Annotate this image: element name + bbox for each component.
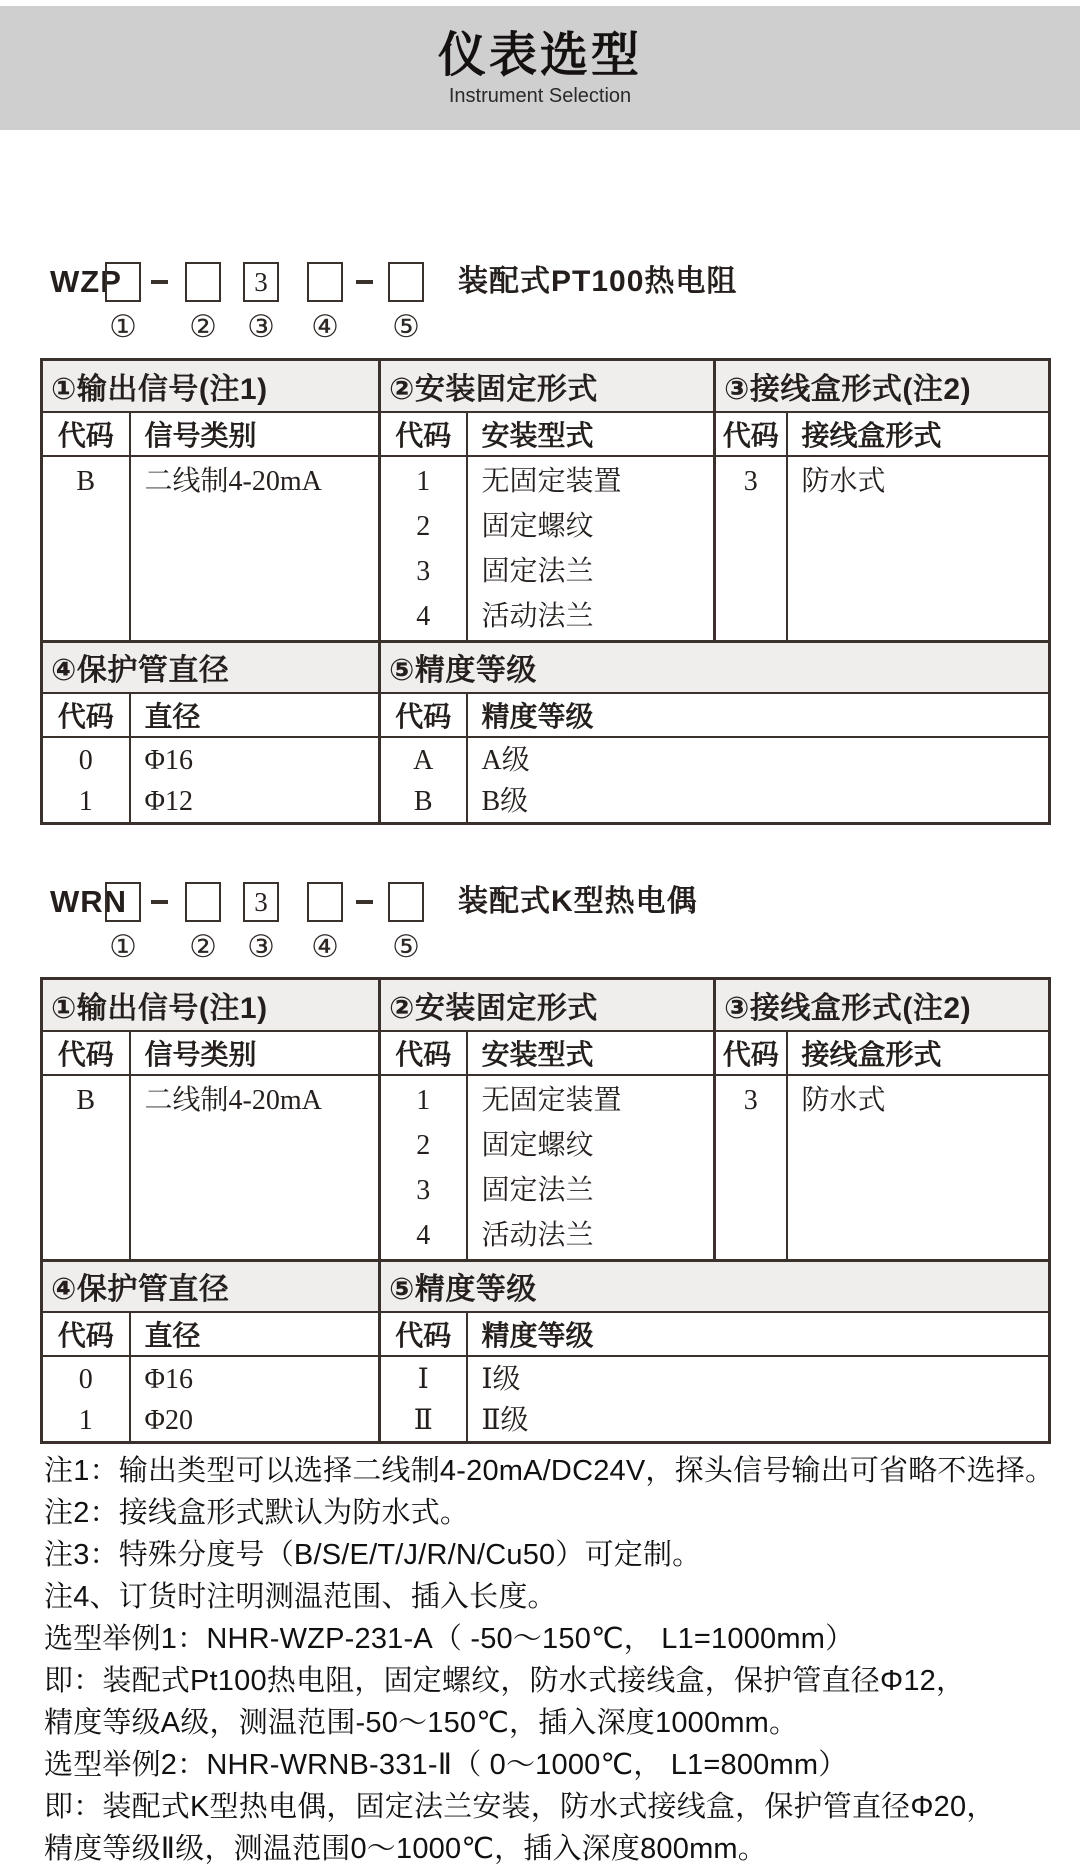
- code-cell: 0 1: [42, 737, 130, 824]
- code-header: 代码: [380, 412, 467, 456]
- code-header: 代码: [715, 412, 787, 456]
- value-cell: 防水式: [787, 456, 1050, 640]
- note-line-9: 即：装配式K型热电偶，固定法兰安装，防水式接线盒，保护管直径Φ20，: [44, 1791, 996, 1823]
- position-marker-5: ⑤: [392, 929, 420, 964]
- code-header: 代码: [42, 1031, 130, 1075]
- code-header: 代码: [380, 1031, 467, 1075]
- section-header-accuracy: ⑤精度等级: [380, 641, 1050, 693]
- code-header: 代码: [380, 1312, 467, 1356]
- code-header: 代码: [380, 693, 467, 737]
- code-box-3: 3: [243, 882, 279, 922]
- value-header: 直径: [130, 693, 380, 737]
- note-line-3: 注3：特殊分度号（B/S/E/T/J/R/N/Cu50）可定制。: [44, 1539, 702, 1571]
- dash-separator: [356, 900, 373, 904]
- position-marker-3: ③: [247, 309, 275, 344]
- value-header: 接线盒形式: [787, 1031, 1050, 1075]
- dash-separator: [356, 280, 373, 284]
- code-cell: B: [42, 1075, 130, 1259]
- value-cell: 二线制4-20mA: [130, 1075, 380, 1259]
- model-description: 装配式K型热电偶: [458, 885, 698, 918]
- value-header: 安装型式: [467, 412, 715, 456]
- value-cell: 无固定装置 固定螺纹 固定法兰 活动法兰: [467, 1075, 715, 1259]
- value-cell: Ⅰ级 Ⅱ级: [467, 1356, 1050, 1443]
- section-header-output-signal: ①输出信号(注1): [42, 360, 380, 412]
- position-marker-1: ①: [109, 309, 137, 344]
- code-cell: A B: [380, 737, 467, 824]
- code-header: 代码: [715, 1031, 787, 1075]
- position-marker-5: ⑤: [392, 309, 420, 344]
- value-header: 接线盒形式: [787, 412, 1050, 456]
- note-line-2: 注2：接线盒形式默认为防水式。: [44, 1497, 470, 1529]
- position-marker-2: ②: [189, 309, 217, 344]
- section-header-mounting: ②安装固定形式: [380, 979, 715, 1031]
- position-marker-1: ①: [109, 929, 137, 964]
- value-header: 精度等级: [467, 693, 1050, 737]
- value-cell: Φ16 Φ12: [130, 737, 380, 824]
- code-box-2: [185, 882, 221, 922]
- value-header: 信号类别: [130, 412, 380, 456]
- code-cell: 3: [715, 1075, 787, 1259]
- value-header: 精度等级: [467, 1312, 1050, 1356]
- code-cell: Ⅰ Ⅱ: [380, 1356, 467, 1443]
- note-line-1: 注1：输出类型可以选择二线制4-20mA/DC24V，探头信号输出可省略不选择。: [44, 1455, 1055, 1487]
- section-header-output-signal: ①输出信号(注1): [42, 979, 380, 1031]
- section-header-accuracy: ⑤精度等级: [380, 1260, 1050, 1312]
- code-header: 代码: [42, 412, 130, 456]
- value-cell: Φ16 Φ20: [130, 1356, 380, 1443]
- value-cell: 防水式: [787, 1075, 1050, 1259]
- code-cell: 1 2 3 4: [380, 1075, 467, 1259]
- code-header: 代码: [42, 693, 130, 737]
- note-line-5: 选型举例1：NHR-WZP-231-A（ -50～150℃， L1=1000mm）: [44, 1623, 855, 1655]
- position-marker-3: ③: [247, 929, 275, 964]
- value-cell: A级 B级: [467, 737, 1050, 824]
- section-header-mounting: ②安装固定形式: [380, 360, 715, 412]
- code-box-5: [388, 262, 424, 302]
- dash-separator: [151, 280, 168, 284]
- page-subtitle: Instrument Selection: [448, 85, 632, 108]
- value-cell: 无固定装置 固定螺纹 固定法兰 活动法兰: [467, 456, 715, 640]
- model-prefix: WZP: [50, 264, 122, 299]
- section-header-junction-box: ③接线盒形式(注2): [715, 979, 1050, 1031]
- code-box-1: [105, 882, 141, 922]
- model-code-line-wzp: [50, 250, 1050, 352]
- code-header: 代码: [42, 1312, 130, 1356]
- position-marker-4: ④: [311, 309, 339, 344]
- position-marker-2: ②: [189, 929, 217, 964]
- notes-block: [44, 1450, 1060, 1870]
- model-code-line-wrn: [50, 870, 1050, 972]
- selection-table-wzp: [40, 358, 1051, 825]
- selection-table-wrn: [40, 977, 1051, 1444]
- code-box-1: [105, 262, 141, 302]
- model-description: 装配式PT100热电阻: [458, 265, 738, 298]
- code-cell: 3: [715, 456, 787, 640]
- code-box-3: 3: [243, 262, 279, 302]
- code-box-4: [307, 262, 343, 302]
- code-box-5: [388, 882, 424, 922]
- code-cell: 0 1: [42, 1356, 130, 1443]
- note-line-7: 精度等级A级，测温范围-50～150℃，插入深度1000mm。: [44, 1707, 799, 1739]
- note-line-4: 注4、订货时注明测温范围、插入长度。: [44, 1581, 557, 1613]
- value-header: 直径: [130, 1312, 380, 1356]
- code-cell: B: [42, 456, 130, 640]
- model-prefix: WRN: [50, 884, 128, 919]
- value-header: 安装型式: [467, 1031, 715, 1075]
- dash-separator: [151, 900, 168, 904]
- section-header-tube-diameter: ④保护管直径: [42, 641, 380, 693]
- note-line-6: 即：装配式Pt100热电阻，固定螺纹，防水式接线盒，保护管直径Φ12，: [44, 1665, 966, 1697]
- value-header: 信号类别: [130, 1031, 380, 1075]
- section-header-junction-box: ③接线盒形式(注2): [715, 360, 1050, 412]
- note-line-8: 选型举例2：NHR-WRNB-331-Ⅱ（ 0～1000℃， L1=800mm）: [44, 1749, 848, 1781]
- note-line-10: 精度等级Ⅱ级，测温范围0～1000℃，插入深度800mm。: [44, 1833, 767, 1865]
- section-header-tube-diameter: ④保护管直径: [42, 1260, 380, 1312]
- code-box-4: [307, 882, 343, 922]
- code-box-2: [185, 262, 221, 302]
- page-title: 仪表选型: [437, 28, 642, 82]
- page-header: [0, 6, 1080, 130]
- code-cell: 1 2 3 4: [380, 456, 467, 640]
- position-marker-4: ④: [311, 929, 339, 964]
- value-cell: 二线制4-20mA: [130, 456, 380, 640]
